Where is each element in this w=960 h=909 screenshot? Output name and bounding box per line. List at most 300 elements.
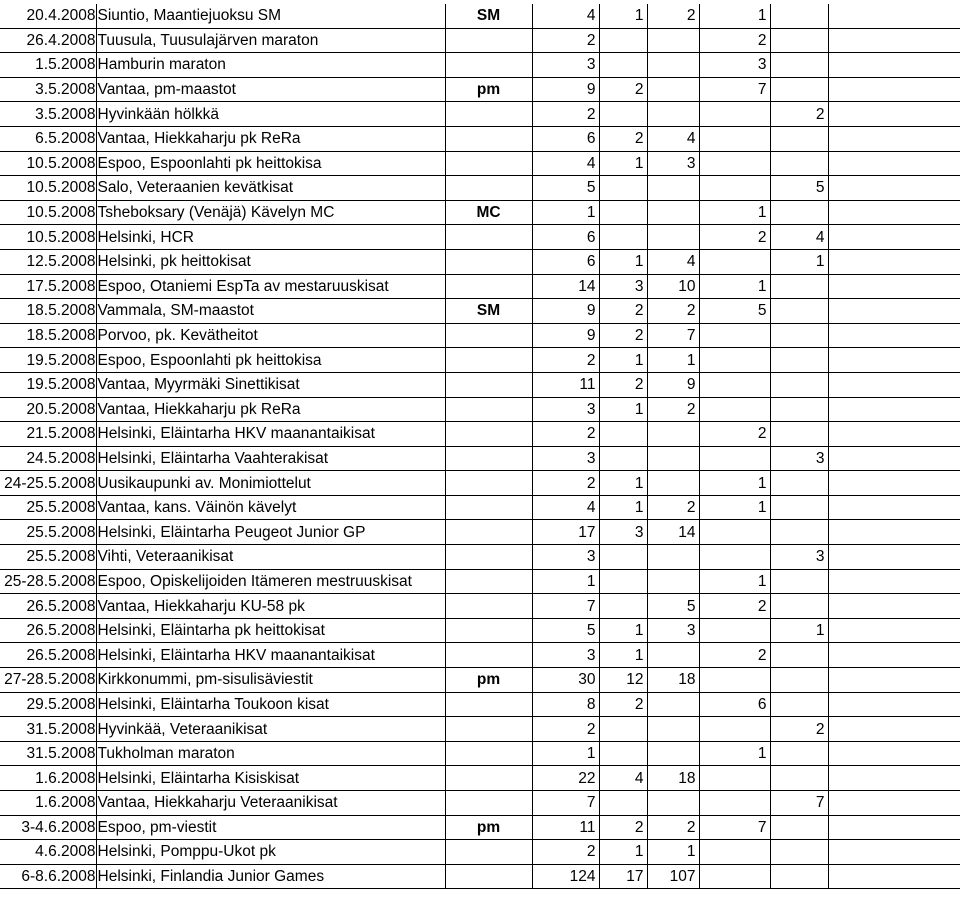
count-cell-2: 1 — [599, 4, 647, 28]
count-cell-2 — [599, 569, 647, 594]
date-cell: 17.5.2008 — [0, 274, 96, 299]
empty-cell — [828, 643, 960, 668]
type-cell — [445, 126, 532, 151]
type-cell — [445, 717, 532, 742]
count-cell-2: 3 — [599, 274, 647, 299]
date-cell: 10.5.2008 — [0, 225, 96, 250]
type-cell — [445, 225, 532, 250]
table-row — [0, 668, 960, 693]
total-cell: 5 — [532, 176, 599, 201]
count-cell-4 — [699, 618, 770, 643]
count-cell-5: 1 — [770, 249, 828, 274]
count-cell-2 — [599, 422, 647, 447]
count-cell-3: 2 — [647, 4, 699, 28]
event-cell: Helsinki, Eläintarha Vaahterakisat — [96, 446, 445, 471]
empty-cell — [828, 766, 960, 791]
total-cell: 6 — [532, 126, 599, 151]
count-cell-2: 2 — [599, 299, 647, 324]
table-row — [0, 102, 960, 127]
count-cell-3 — [647, 741, 699, 766]
total-cell: 124 — [532, 864, 599, 889]
total-cell: 2 — [532, 28, 599, 53]
empty-cell — [828, 791, 960, 816]
type-cell — [445, 28, 532, 53]
type-cell — [445, 840, 532, 865]
count-cell-2: 1 — [599, 397, 647, 422]
count-cell-2: 4 — [599, 766, 647, 791]
count-cell-3 — [647, 102, 699, 127]
count-cell-5 — [770, 28, 828, 53]
event-cell: Helsinki, Eläintarha HKV maanantaikisat — [96, 422, 445, 447]
type-cell: SM — [445, 4, 532, 28]
table-row — [0, 864, 960, 889]
count-cell-3 — [647, 643, 699, 668]
count-cell-3 — [647, 545, 699, 570]
event-cell: Vantaa, Hiekkaharju pk ReRa — [96, 126, 445, 151]
count-cell-4 — [699, 151, 770, 176]
empty-cell — [828, 618, 960, 643]
count-cell-5 — [770, 643, 828, 668]
count-cell-5 — [770, 840, 828, 865]
count-cell-2: 1 — [599, 348, 647, 373]
table-body — [0, 4, 960, 889]
count-cell-4 — [699, 176, 770, 201]
count-cell-3 — [647, 53, 699, 78]
event-cell: Vantaa, kans. Väinön kävelyt — [96, 495, 445, 520]
results-table — [0, 4, 960, 889]
type-cell — [445, 397, 532, 422]
table-row — [0, 422, 960, 447]
empty-cell — [828, 274, 960, 299]
date-cell: 24-25.5.2008 — [0, 471, 96, 496]
date-cell: 26.5.2008 — [0, 618, 96, 643]
table-row — [0, 446, 960, 471]
count-cell-2 — [599, 200, 647, 225]
total-cell: 9 — [532, 323, 599, 348]
date-cell: 6-8.6.2008 — [0, 864, 96, 889]
event-cell: Espoo, Espoonlahti pk heittokisa — [96, 348, 445, 373]
date-cell: 19.5.2008 — [0, 372, 96, 397]
count-cell-5 — [770, 299, 828, 324]
event-cell: Salo, Veteraanien kevätkisat — [96, 176, 445, 201]
date-cell: 1.6.2008 — [0, 791, 96, 816]
table-row — [0, 545, 960, 570]
count-cell-3 — [647, 791, 699, 816]
type-cell — [445, 495, 532, 520]
date-cell: 26.5.2008 — [0, 643, 96, 668]
type-cell — [445, 741, 532, 766]
empty-cell — [828, 102, 960, 127]
table-row — [0, 717, 960, 742]
total-cell: 11 — [532, 372, 599, 397]
empty-cell — [828, 225, 960, 250]
empty-cell — [828, 299, 960, 324]
table-row — [0, 200, 960, 225]
table-row — [0, 28, 960, 53]
empty-cell — [828, 840, 960, 865]
count-cell-2: 2 — [599, 815, 647, 840]
count-cell-4: 2 — [699, 594, 770, 619]
total-cell: 3 — [532, 397, 599, 422]
date-cell: 3.5.2008 — [0, 102, 96, 127]
count-cell-4 — [699, 791, 770, 816]
total-cell: 22 — [532, 766, 599, 791]
date-cell: 3.5.2008 — [0, 77, 96, 102]
count-cell-3: 10 — [647, 274, 699, 299]
event-cell: Vantaa, Hiekkaharju KU-58 pk — [96, 594, 445, 619]
total-cell: 2 — [532, 348, 599, 373]
count-cell-3 — [647, 717, 699, 742]
count-cell-2: 1 — [599, 249, 647, 274]
type-cell — [445, 348, 532, 373]
date-cell: 21.5.2008 — [0, 422, 96, 447]
count-cell-4: 7 — [699, 815, 770, 840]
type-cell — [445, 864, 532, 889]
empty-cell — [828, 668, 960, 693]
type-cell — [445, 249, 532, 274]
count-cell-4 — [699, 717, 770, 742]
type-cell — [445, 151, 532, 176]
table-row — [0, 225, 960, 250]
count-cell-3 — [647, 446, 699, 471]
type-cell — [445, 618, 532, 643]
total-cell: 8 — [532, 692, 599, 717]
event-cell: Helsinki, Pomppu-Ukot pk — [96, 840, 445, 865]
count-cell-2 — [599, 594, 647, 619]
count-cell-5 — [770, 766, 828, 791]
count-cell-5: 2 — [770, 102, 828, 127]
count-cell-2: 17 — [599, 864, 647, 889]
type-cell — [445, 569, 532, 594]
type-cell — [445, 692, 532, 717]
table-row — [0, 249, 960, 274]
count-cell-5 — [770, 520, 828, 545]
type-cell — [445, 594, 532, 619]
table-row — [0, 692, 960, 717]
count-cell-4 — [699, 864, 770, 889]
count-cell-5 — [770, 274, 828, 299]
empty-cell — [828, 323, 960, 348]
event-cell: Hyvinkään hölkkä — [96, 102, 445, 127]
table-row — [0, 397, 960, 422]
count-cell-2: 1 — [599, 495, 647, 520]
date-cell: 3-4.6.2008 — [0, 815, 96, 840]
count-cell-4 — [699, 348, 770, 373]
empty-cell — [828, 471, 960, 496]
table-row — [0, 815, 960, 840]
count-cell-3: 18 — [647, 766, 699, 791]
count-cell-5: 4 — [770, 225, 828, 250]
count-cell-4 — [699, 446, 770, 471]
table-row — [0, 348, 960, 373]
total-cell: 17 — [532, 520, 599, 545]
count-cell-5 — [770, 77, 828, 102]
date-cell: 10.5.2008 — [0, 200, 96, 225]
table-row — [0, 4, 960, 28]
count-cell-3: 2 — [647, 299, 699, 324]
count-cell-4 — [699, 249, 770, 274]
date-cell: 10.5.2008 — [0, 151, 96, 176]
event-cell: Espoo, Otaniemi EspTa av mestaruuskisat — [96, 274, 445, 299]
table-row — [0, 53, 960, 78]
count-cell-5 — [770, 692, 828, 717]
count-cell-3 — [647, 692, 699, 717]
total-cell: 1 — [532, 741, 599, 766]
total-cell: 4 — [532, 4, 599, 28]
count-cell-4 — [699, 545, 770, 570]
count-cell-4: 2 — [699, 422, 770, 447]
type-cell — [445, 545, 532, 570]
count-cell-3: 1 — [647, 840, 699, 865]
date-cell: 29.5.2008 — [0, 692, 96, 717]
total-cell: 2 — [532, 840, 599, 865]
table-row — [0, 594, 960, 619]
date-cell: 18.5.2008 — [0, 299, 96, 324]
total-cell: 2 — [532, 102, 599, 127]
event-cell: Espoo, Espoonlahti pk heittokisa — [96, 151, 445, 176]
date-cell: 31.5.2008 — [0, 717, 96, 742]
empty-cell — [828, 446, 960, 471]
date-cell: 25.5.2008 — [0, 545, 96, 570]
table-row — [0, 176, 960, 201]
event-cell: Helsinki, Eläintarha Peugeot Junior GP — [96, 520, 445, 545]
date-cell: 4.6.2008 — [0, 840, 96, 865]
event-cell: Kirkkonummi, pm-sisulisäviestit — [96, 668, 445, 693]
event-cell: Uusikaupunki av. Monimiottelut — [96, 471, 445, 496]
count-cell-4: 7 — [699, 77, 770, 102]
event-cell: Helsinki, Eläintarha Toukoon kisat — [96, 692, 445, 717]
count-cell-5: 7 — [770, 791, 828, 816]
count-cell-2 — [599, 717, 647, 742]
count-cell-5 — [770, 372, 828, 397]
table-row — [0, 520, 960, 545]
date-cell: 1.5.2008 — [0, 53, 96, 78]
count-cell-5: 3 — [770, 446, 828, 471]
type-cell: MC — [445, 200, 532, 225]
type-cell: SM — [445, 299, 532, 324]
date-cell: 18.5.2008 — [0, 323, 96, 348]
count-cell-5 — [770, 397, 828, 422]
count-cell-3 — [647, 422, 699, 447]
total-cell: 5 — [532, 618, 599, 643]
count-cell-3 — [647, 200, 699, 225]
event-cell: Vammala, SM-maastot — [96, 299, 445, 324]
count-cell-3: 2 — [647, 495, 699, 520]
total-cell: 14 — [532, 274, 599, 299]
count-cell-3: 4 — [647, 126, 699, 151]
count-cell-3: 14 — [647, 520, 699, 545]
empty-cell — [828, 249, 960, 274]
count-cell-4: 2 — [699, 643, 770, 668]
count-cell-3: 7 — [647, 323, 699, 348]
table-row — [0, 126, 960, 151]
empty-cell — [828, 569, 960, 594]
count-cell-4: 6 — [699, 692, 770, 717]
count-cell-2: 2 — [599, 692, 647, 717]
table-row — [0, 274, 960, 299]
event-cell: Helsinki, HCR — [96, 225, 445, 250]
count-cell-4 — [699, 126, 770, 151]
count-cell-2: 1 — [599, 643, 647, 668]
date-cell: 24.5.2008 — [0, 446, 96, 471]
count-cell-5: 1 — [770, 618, 828, 643]
date-cell: 31.5.2008 — [0, 741, 96, 766]
empty-cell — [828, 397, 960, 422]
total-cell: 11 — [532, 815, 599, 840]
count-cell-5: 5 — [770, 176, 828, 201]
count-cell-4 — [699, 840, 770, 865]
count-cell-5: 2 — [770, 717, 828, 742]
table-row — [0, 791, 960, 816]
count-cell-5 — [770, 864, 828, 889]
count-cell-3: 2 — [647, 815, 699, 840]
type-cell: pm — [445, 77, 532, 102]
total-cell: 3 — [532, 53, 599, 78]
event-cell: Siuntio, Maantiejuoksu SM — [96, 4, 445, 28]
count-cell-3 — [647, 569, 699, 594]
event-cell: Vantaa, Hiekkaharju Veteraanikisat — [96, 791, 445, 816]
date-cell: 20.5.2008 — [0, 397, 96, 422]
total-cell: 6 — [532, 225, 599, 250]
empty-cell — [828, 545, 960, 570]
type-cell — [445, 471, 532, 496]
date-cell: 19.5.2008 — [0, 348, 96, 373]
count-cell-5 — [770, 4, 828, 28]
table-row — [0, 471, 960, 496]
table-row — [0, 840, 960, 865]
count-cell-3 — [647, 77, 699, 102]
count-cell-2 — [599, 176, 647, 201]
count-cell-2 — [599, 102, 647, 127]
empty-cell — [828, 28, 960, 53]
empty-cell — [828, 77, 960, 102]
count-cell-3: 4 — [647, 249, 699, 274]
count-cell-3: 3 — [647, 618, 699, 643]
count-cell-2: 2 — [599, 323, 647, 348]
count-cell-4: 1 — [699, 495, 770, 520]
empty-cell — [828, 176, 960, 201]
empty-cell — [828, 372, 960, 397]
count-cell-5 — [770, 200, 828, 225]
count-cell-4: 1 — [699, 471, 770, 496]
count-cell-5 — [770, 126, 828, 151]
empty-cell — [828, 422, 960, 447]
empty-cell — [828, 692, 960, 717]
type-cell — [445, 53, 532, 78]
total-cell: 4 — [532, 151, 599, 176]
empty-cell — [828, 594, 960, 619]
type-cell — [445, 520, 532, 545]
count-cell-5 — [770, 471, 828, 496]
count-cell-3 — [647, 176, 699, 201]
count-cell-5 — [770, 594, 828, 619]
empty-cell — [828, 864, 960, 889]
total-cell: 1 — [532, 569, 599, 594]
count-cell-2: 2 — [599, 77, 647, 102]
count-cell-3: 3 — [647, 151, 699, 176]
count-cell-3: 1 — [647, 348, 699, 373]
count-cell-5 — [770, 668, 828, 693]
date-cell: 25-28.5.2008 — [0, 569, 96, 594]
count-cell-4 — [699, 397, 770, 422]
count-cell-4: 3 — [699, 53, 770, 78]
date-cell: 12.5.2008 — [0, 249, 96, 274]
table-row — [0, 495, 960, 520]
count-cell-3: 107 — [647, 864, 699, 889]
count-cell-2: 1 — [599, 618, 647, 643]
count-cell-2 — [599, 28, 647, 53]
count-cell-2 — [599, 446, 647, 471]
count-cell-4: 2 — [699, 28, 770, 53]
table-row — [0, 299, 960, 324]
total-cell: 2 — [532, 471, 599, 496]
date-cell: 6.5.2008 — [0, 126, 96, 151]
count-cell-4: 1 — [699, 274, 770, 299]
count-cell-4 — [699, 668, 770, 693]
total-cell: 2 — [532, 717, 599, 742]
table-row — [0, 643, 960, 668]
count-cell-5 — [770, 323, 828, 348]
count-cell-4 — [699, 102, 770, 127]
event-cell: Hyvinkää, Veteraanikisat — [96, 717, 445, 742]
count-cell-3 — [647, 225, 699, 250]
total-cell: 4 — [532, 495, 599, 520]
count-cell-3: 5 — [647, 594, 699, 619]
event-cell: Helsinki, Eläintarha pk heittokisat — [96, 618, 445, 643]
count-cell-4 — [699, 766, 770, 791]
total-cell: 3 — [532, 446, 599, 471]
count-cell-2: 1 — [599, 471, 647, 496]
event-cell: Tsheboksary (Venäjä) Kävelyn MC — [96, 200, 445, 225]
event-cell: Espoo, pm-viestit — [96, 815, 445, 840]
type-cell: pm — [445, 815, 532, 840]
event-cell: Hamburin maraton — [96, 53, 445, 78]
count-cell-4: 5 — [699, 299, 770, 324]
table-row — [0, 77, 960, 102]
count-cell-4: 1 — [699, 200, 770, 225]
empty-cell — [828, 151, 960, 176]
event-cell: Espoo, Opiskelijoiden Itämeren mestruuskisat — [96, 569, 445, 594]
empty-cell — [828, 200, 960, 225]
total-cell: 7 — [532, 791, 599, 816]
date-cell: 1.6.2008 — [0, 766, 96, 791]
count-cell-2 — [599, 545, 647, 570]
type-cell — [445, 323, 532, 348]
empty-cell — [828, 717, 960, 742]
date-cell: 27-28.5.2008 — [0, 668, 96, 693]
date-cell: 20.4.2008 — [0, 4, 96, 28]
count-cell-2: 2 — [599, 372, 647, 397]
empty-cell — [828, 348, 960, 373]
empty-cell — [828, 815, 960, 840]
table-row — [0, 618, 960, 643]
event-cell: Vantaa, Myyrmäki Sinettikisat — [96, 372, 445, 397]
count-cell-5: 3 — [770, 545, 828, 570]
count-cell-3: 18 — [647, 668, 699, 693]
empty-cell — [828, 741, 960, 766]
count-cell-4: 1 — [699, 4, 770, 28]
event-cell: Helsinki, Eläintarha Kisiskisat — [96, 766, 445, 791]
empty-cell — [828, 520, 960, 545]
count-cell-5 — [770, 422, 828, 447]
type-cell — [445, 791, 532, 816]
count-cell-2: 2 — [599, 126, 647, 151]
table-row — [0, 323, 960, 348]
empty-cell — [828, 53, 960, 78]
total-cell: 7 — [532, 594, 599, 619]
count-cell-5 — [770, 348, 828, 373]
type-cell: pm — [445, 668, 532, 693]
